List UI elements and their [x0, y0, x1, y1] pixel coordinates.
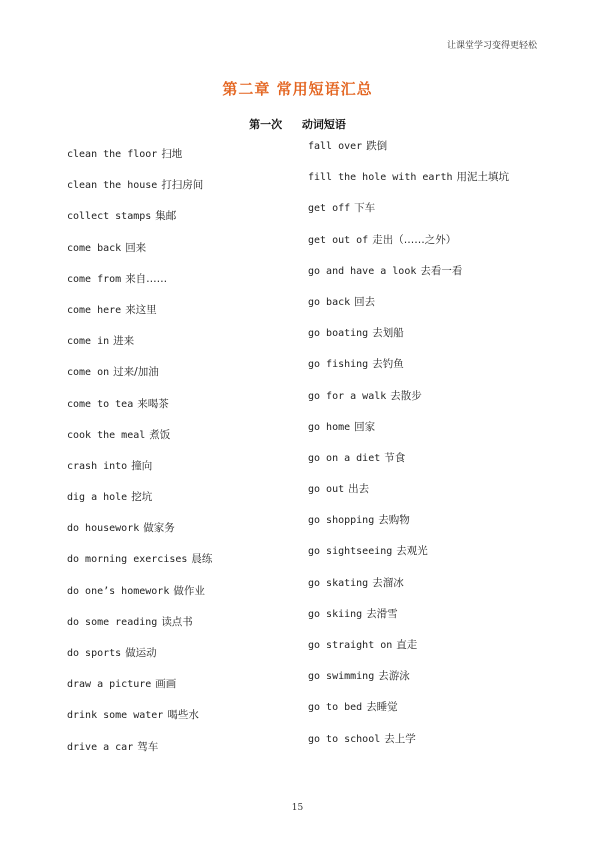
phrase-item: [67, 365, 212, 396]
phrase-chinese: 去游泳: [378, 670, 410, 683]
phrase-item: [308, 451, 509, 482]
phrase-english: drink some water: [67, 710, 164, 722]
phrase-chinese: 驾车: [137, 740, 159, 753]
phrase-item: [67, 490, 212, 521]
phrase-chinese: 去散步: [390, 389, 422, 402]
phrase-list-right: [308, 139, 509, 763]
phrase-item: [67, 459, 212, 490]
phrase-item: [67, 241, 212, 272]
phrase-english: drive a car: [67, 741, 134, 753]
phrase-english: go to school: [308, 733, 381, 745]
phrase-english: clean the floor: [67, 149, 158, 160]
phrase-english: go for a walk: [308, 390, 387, 402]
phrase-item: [308, 170, 509, 201]
phrase-english: do sports: [67, 648, 122, 659]
chapter-title: 第二章 常用短语汇总: [222, 80, 373, 98]
phrase-chinese: 来喝茶: [137, 397, 169, 410]
phrase-item: [308, 700, 509, 731]
phrase-english: go out: [308, 484, 345, 496]
phrase-english: do housework: [67, 523, 140, 535]
phrase-item: [308, 389, 509, 420]
phrase-item: [308, 264, 509, 295]
phrase-chinese: 去购物: [378, 514, 410, 527]
phrase-english: go swimming: [308, 671, 375, 683]
phrase-item: [67, 646, 212, 677]
phrase-english: dig a hole: [67, 492, 128, 504]
phrase-item: [308, 732, 509, 763]
phrase-chinese: 直走: [396, 639, 418, 651]
phrase-chinese: 撞向: [131, 459, 153, 472]
phrase-item: [308, 576, 509, 607]
phrase-english: fall over: [308, 141, 363, 152]
phrase-english: get off: [308, 203, 351, 215]
phrase-chinese: 读点书: [161, 615, 193, 628]
phrase-english: go skating: [308, 577, 369, 589]
phrase-item: [308, 482, 509, 513]
phrase-item: [67, 584, 212, 615]
phrase-item: [67, 428, 212, 459]
phrase-item: [308, 357, 509, 388]
phrase-chinese: 做作业: [173, 584, 205, 597]
phrase-english: crash into: [67, 460, 128, 472]
page-number: 15: [291, 803, 304, 813]
phrase-chinese: 回来: [125, 241, 147, 254]
phrase-chinese: 下车: [354, 202, 376, 215]
phrase-english: go shopping: [308, 515, 375, 527]
section-name: 动词短语: [301, 118, 346, 131]
phrase-item: [308, 201, 509, 232]
section-title: [0, 116, 595, 132]
phrase-chinese: 做家务: [143, 522, 175, 535]
phrase-english: go and have a look: [308, 265, 417, 277]
phrase-chinese: 画画: [155, 678, 177, 691]
phrase-chinese: 进来: [113, 335, 135, 348]
phrase-english: do morning exercises: [67, 554, 188, 566]
phrase-item: [308, 638, 509, 669]
section-number: 第一次: [249, 118, 283, 131]
phrase-chinese: 去滑雪: [366, 607, 398, 620]
phrase-english: clean the house: [67, 180, 158, 192]
phrase-chinese: 集邮: [155, 210, 177, 223]
header-note: 让课堂学习变得更轻松: [446, 41, 537, 51]
phrase-english: get out of: [308, 234, 369, 246]
phrase-english: go straight on: [308, 640, 393, 651]
phrase-item: [67, 677, 212, 708]
phrase-chinese: 去上学: [384, 732, 416, 745]
phrase-item: [67, 552, 212, 583]
phrase-english: do some reading: [67, 616, 158, 628]
phrase-english: come here: [67, 304, 122, 316]
phrase-chinese: 来这里: [125, 303, 157, 316]
phrase-english: go to bed: [308, 702, 363, 714]
phrase-english: cook the meal: [67, 429, 146, 441]
phrase-item: [67, 303, 212, 334]
phrase-chinese: 去睡觉: [366, 701, 398, 714]
phrase-english: collect stamps: [67, 211, 152, 223]
phrase-item: [67, 272, 212, 303]
phrase-chinese: 回家: [354, 420, 376, 433]
phrase-english: come back: [67, 242, 122, 254]
phrase-chinese: 喝些水: [167, 709, 199, 722]
phrase-item: [67, 708, 212, 739]
phrase-item: [308, 233, 509, 264]
phrase-item: [67, 209, 212, 240]
phrase-english: go sightseeing: [308, 546, 393, 558]
phrase-chinese: 节食: [384, 451, 406, 464]
phrase-item: [308, 513, 509, 544]
phrase-item: [308, 295, 509, 326]
phrase-chinese: 去看一看: [420, 264, 463, 277]
phrase-english: fill the hole with earth: [308, 172, 453, 184]
phrase-english: come on: [67, 367, 110, 379]
phrase-english: go boating: [308, 328, 369, 340]
phrase-chinese: 用泥土填坑: [456, 171, 509, 184]
phrase-english: come from: [67, 273, 122, 285]
phrase-chinese: 走出（……之外）: [372, 233, 457, 246]
phrase-item: [67, 397, 212, 428]
phrase-english: come in: [67, 336, 110, 348]
phrase-english: go back: [308, 296, 351, 308]
phrase-item: [308, 326, 509, 357]
phrase-chinese: 去划船: [372, 327, 404, 340]
phrase-chinese: 跌倒: [366, 140, 388, 152]
phrase-chinese: 打扫房间: [161, 179, 204, 192]
phrase-item: [308, 607, 509, 638]
phrase-chinese: 煮饭: [149, 428, 171, 441]
phrase-chinese: 做运动: [125, 647, 157, 659]
phrase-list-left: [67, 147, 212, 771]
phrase-item: [67, 615, 212, 646]
phrase-chinese: 来自……: [125, 272, 168, 285]
phrase-item: [67, 178, 212, 209]
phrase-english: come to tea: [67, 398, 134, 410]
phrase-item: [308, 420, 509, 451]
phrase-english: go home: [308, 421, 351, 433]
phrase-chinese: 回去: [354, 295, 376, 308]
phrase-chinese: 挖坑: [131, 491, 153, 504]
phrase-item: [67, 521, 212, 552]
phrase-chinese: 去钓鱼: [372, 358, 404, 371]
phrase-english: go fishing: [308, 359, 369, 371]
phrase-english: draw a picture: [67, 679, 152, 691]
phrase-item: [308, 544, 509, 575]
phrase-english: go skiing: [308, 608, 363, 620]
phrase-chinese: 去溜冰: [372, 576, 404, 589]
phrase-item: [67, 147, 212, 178]
phrase-chinese: 出去: [348, 483, 370, 496]
phrase-item: [67, 740, 212, 771]
phrase-chinese: 晨练: [191, 553, 213, 566]
phrase-item: [308, 669, 509, 700]
phrase-item: [67, 334, 212, 365]
phrase-english: go on a diet: [308, 452, 381, 464]
phrase-chinese: 去观光: [396, 545, 428, 558]
phrase-chinese: 扫地: [161, 148, 183, 160]
phrase-chinese: 过来/加油: [113, 366, 159, 379]
phrase-item: [308, 139, 509, 170]
phrase-english: do one’s homework: [67, 585, 170, 597]
